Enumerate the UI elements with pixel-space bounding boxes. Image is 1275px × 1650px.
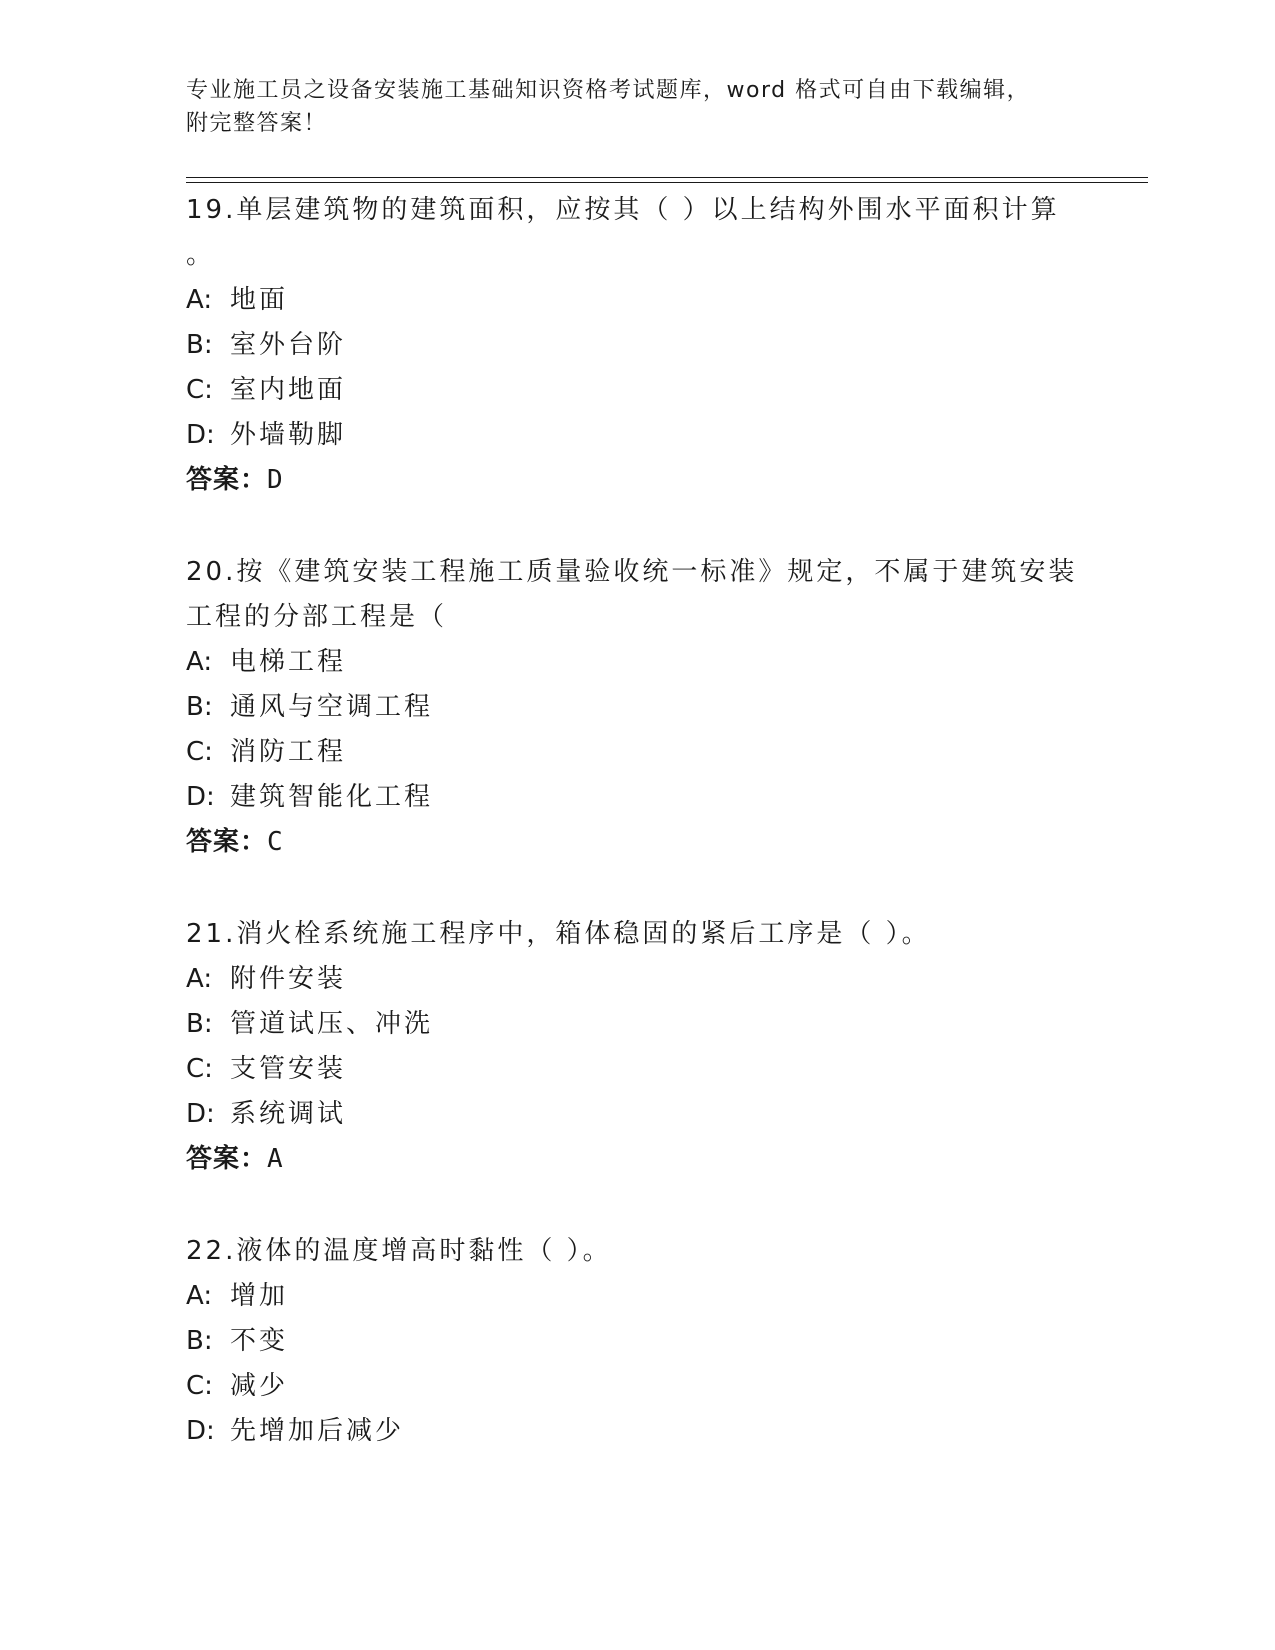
header-line-2: 附完整答案！ [186, 111, 328, 136]
question-19 [186, 188, 1086, 503]
header-divider-top [186, 177, 1148, 178]
question-spacer [186, 503, 1086, 550]
option-letter: D: [186, 420, 215, 450]
option-letter: C: [186, 737, 213, 767]
option-letter: D: [186, 1099, 215, 1129]
option-text: 室内地面 [230, 375, 347, 405]
option-c [186, 730, 1086, 775]
option-letter: B: [186, 1009, 213, 1039]
question-20 [186, 550, 1086, 865]
question-stem: 19.单层建筑物的建筑面积，应按其（ ）以上结构外围水平面积计算 [186, 195, 1060, 225]
question-stem: 21.消火栓系统施工程序中，箱体稳固的紧后工序是（ ）。 [186, 919, 931, 949]
option-letter: B: [186, 330, 213, 360]
answer-value: C [267, 827, 284, 857]
answer [186, 820, 1086, 865]
option-c [186, 1047, 1086, 1092]
question-stem-continued: 。 [186, 240, 216, 270]
option-letter: B: [186, 692, 213, 722]
option-letter: A: [186, 285, 213, 315]
option-letter: A: [186, 1281, 213, 1311]
option-c [186, 1364, 1086, 1409]
option-letter: A: [186, 964, 213, 994]
question-22 [186, 1229, 1086, 1454]
option-a [186, 640, 1086, 685]
option-d [186, 1409, 1086, 1454]
option-text: 支管安装 [230, 1054, 347, 1084]
option-letter: D: [186, 1416, 215, 1446]
option-letter: B: [186, 1326, 213, 1356]
option-letter: D: [186, 782, 215, 812]
question-list [186, 188, 1086, 1454]
option-d [186, 413, 1086, 458]
question-stem: 22.液体的温度增高时黏性（ ）。 [186, 1236, 612, 1266]
answer-label: 答案： [186, 827, 268, 857]
option-text: 先增加后减少 [230, 1416, 405, 1446]
answer [186, 1137, 1086, 1182]
option-a [186, 1274, 1086, 1319]
option-text: 电梯工程 [230, 647, 347, 677]
answer [186, 458, 1086, 503]
question-21 [186, 912, 1086, 1182]
option-text: 消防工程 [230, 737, 347, 767]
option-text: 减少 [230, 1371, 289, 1401]
answer-value: D [267, 465, 284, 495]
option-b [186, 685, 1086, 730]
option-text: 建筑智能化工程 [230, 782, 434, 812]
question-stem-continued: 工程的分部工程是（ [186, 602, 448, 632]
option-text: 通风与空调工程 [230, 692, 434, 722]
option-letter: C: [186, 1054, 213, 1084]
answer-label: 答案： [186, 1144, 268, 1174]
option-text: 附件安装 [230, 964, 347, 994]
option-text: 室外台阶 [230, 330, 347, 360]
answer-value: A [267, 1144, 284, 1174]
answer-label: 答案： [186, 465, 268, 495]
option-d [186, 775, 1086, 820]
page-header [186, 74, 1066, 140]
option-letter: C: [186, 375, 213, 405]
option-b [186, 1002, 1086, 1047]
option-text: 不变 [230, 1326, 289, 1356]
option-text: 地面 [230, 285, 289, 315]
question-spacer [186, 865, 1086, 912]
option-b [186, 323, 1086, 368]
header-line-1: 专业施工员之设备安装施工基础知识资格考试题库，word 格式可自由下载编辑， [186, 78, 1031, 103]
option-b [186, 1319, 1086, 1364]
header-divider-bottom [186, 182, 1148, 183]
question-spacer [186, 1182, 1086, 1229]
option-letter: A: [186, 647, 213, 677]
option-text: 外墙勒脚 [230, 420, 347, 450]
option-text: 增加 [230, 1281, 289, 1311]
option-a [186, 957, 1086, 1002]
option-text: 系统调试 [230, 1099, 347, 1129]
option-d [186, 1092, 1086, 1137]
option-c [186, 368, 1086, 413]
option-a [186, 278, 1086, 323]
option-text: 管道试压、冲洗 [230, 1009, 434, 1039]
question-stem: 20.按《建筑安装工程施工质量验收统一标准》规定，不属于建筑安装 [186, 557, 1078, 587]
option-letter: C: [186, 1371, 213, 1401]
